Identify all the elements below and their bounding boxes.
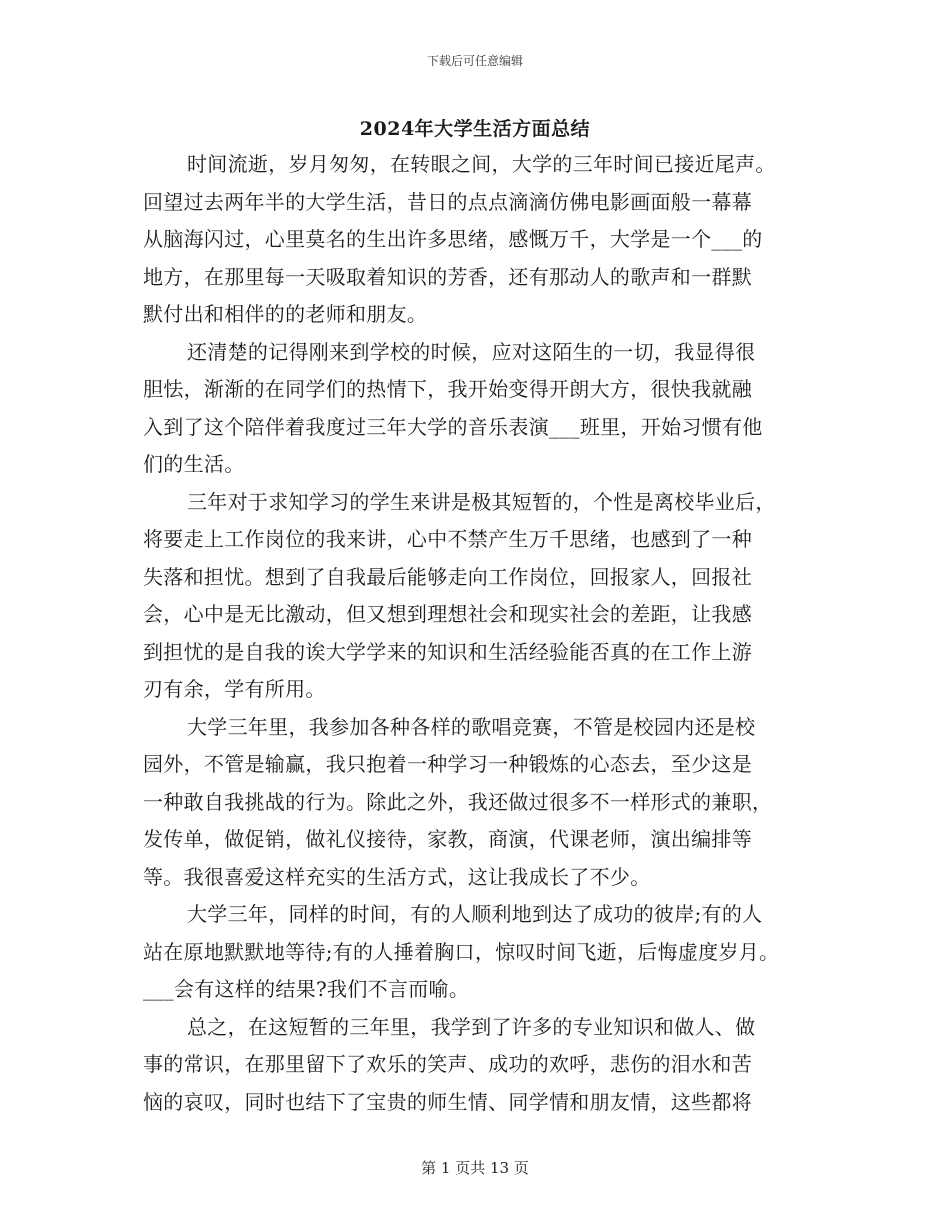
body-text-line: 从脑海闪过，心里莫名的生出许多思绪，感慨万千，大学是一个___的 [143, 227, 763, 251]
body-text-line: 会，心中是无比激动，但又想到理想社会和现实社会的差距，让我感 [143, 602, 752, 626]
body-text-line: 恼的哀叹，同时也结下了宝贵的师生情、同学情和朋友情，这些都将 [143, 1089, 752, 1114]
body-text-line: 发传单，做促销，做礼仪接待，家教，商演，代课老师，演出编排等 [143, 827, 752, 851]
body-text-line: 胆怯，渐渐的在同学们的热情下，我开始变得开朗大方，很快我就融 [143, 377, 752, 401]
header-note: 下载后可任意编辑 [426, 54, 523, 68]
body-text-line: 事的常识，在那里留下了欢乐的笑声、成功的欢呼，悲伤的泪水和苦 [143, 1052, 752, 1076]
body-text-line: 站在原地默默地等待;有的人捶着胸口，惊叹时间飞逝，后悔虚度岁月。 [143, 939, 780, 964]
body-text-line: 一种敢自我挑战的行为。除此之外，我还做过很多不一样形式的兼职， [143, 789, 773, 814]
body-text-line: 等。我很喜爱这样充实的生活方式，这让我成长了不少。 [143, 864, 651, 889]
body-text-line: 地方，在那里每一天吸取着知识的芳香，还有那动人的歌声和一群默 [143, 264, 752, 289]
body-text-line: 园外，不管是输赢，我只抱着一种学习一种锻炼的心态去，至少这是 [143, 752, 752, 776]
body-text-line: 入到了这个陪伴着我度过三年大学的音乐表演___班里，开始习惯有他 [143, 414, 763, 439]
body-text-line: 总之，在这短暂的三年里，我学到了许多的专业知识和做人、做 [187, 1014, 756, 1039]
body-text-line: 失落和担忧。想到了自我最后能够走向工作岗位，回报家人，回报社 [143, 564, 752, 589]
body-text-line: 到担忧的是自我的诶大学学来的知识和生活经验能否真的在工作上游 [143, 639, 752, 664]
body-text-line: 默付出和相伴的的老师和朋友。 [143, 302, 428, 326]
body-text-line: 三年对于求知学习的学生来讲是极其短暂的，个性是离校毕业后， [187, 489, 776, 514]
body-text-line: 回望过去两年半的大学生活，昔日的点点滴滴仿佛电影画面般一幕幕 [143, 189, 752, 214]
document-title: 2024年大学生活方面总结 [359, 118, 591, 140]
page-number-footer: 第 1 页共 13 页 [421, 1159, 529, 1177]
body-text-line: ___会有这样的结果?我们不言而喻。 [143, 977, 470, 1001]
body-text-line: 大学三年，同样的时间，有的人顺利地到达了成功的彼岸;有的人 [187, 902, 763, 926]
body-text-line: 将要走上工作岗位的我来讲，心中不禁产生万千思绪，也感到了一种 [143, 527, 752, 551]
body-text-line: 还清楚的记得刚来到学校的时候，应对这陌生的一切，我显得很 [187, 339, 756, 364]
body-text-line: 们的生活。 [143, 452, 245, 476]
body-text-line: 刃有余，学有所用。 [143, 677, 326, 701]
body-text-line: 大学三年里，我参加各种各样的歌唱竞赛，不管是校园内还是校 [187, 714, 756, 739]
body-text-line: 时间流逝，岁月匆匆，在转眼之间，大学的三年时间已接近尾声。 [187, 152, 776, 176]
document-body [143, 146, 813, 1121]
